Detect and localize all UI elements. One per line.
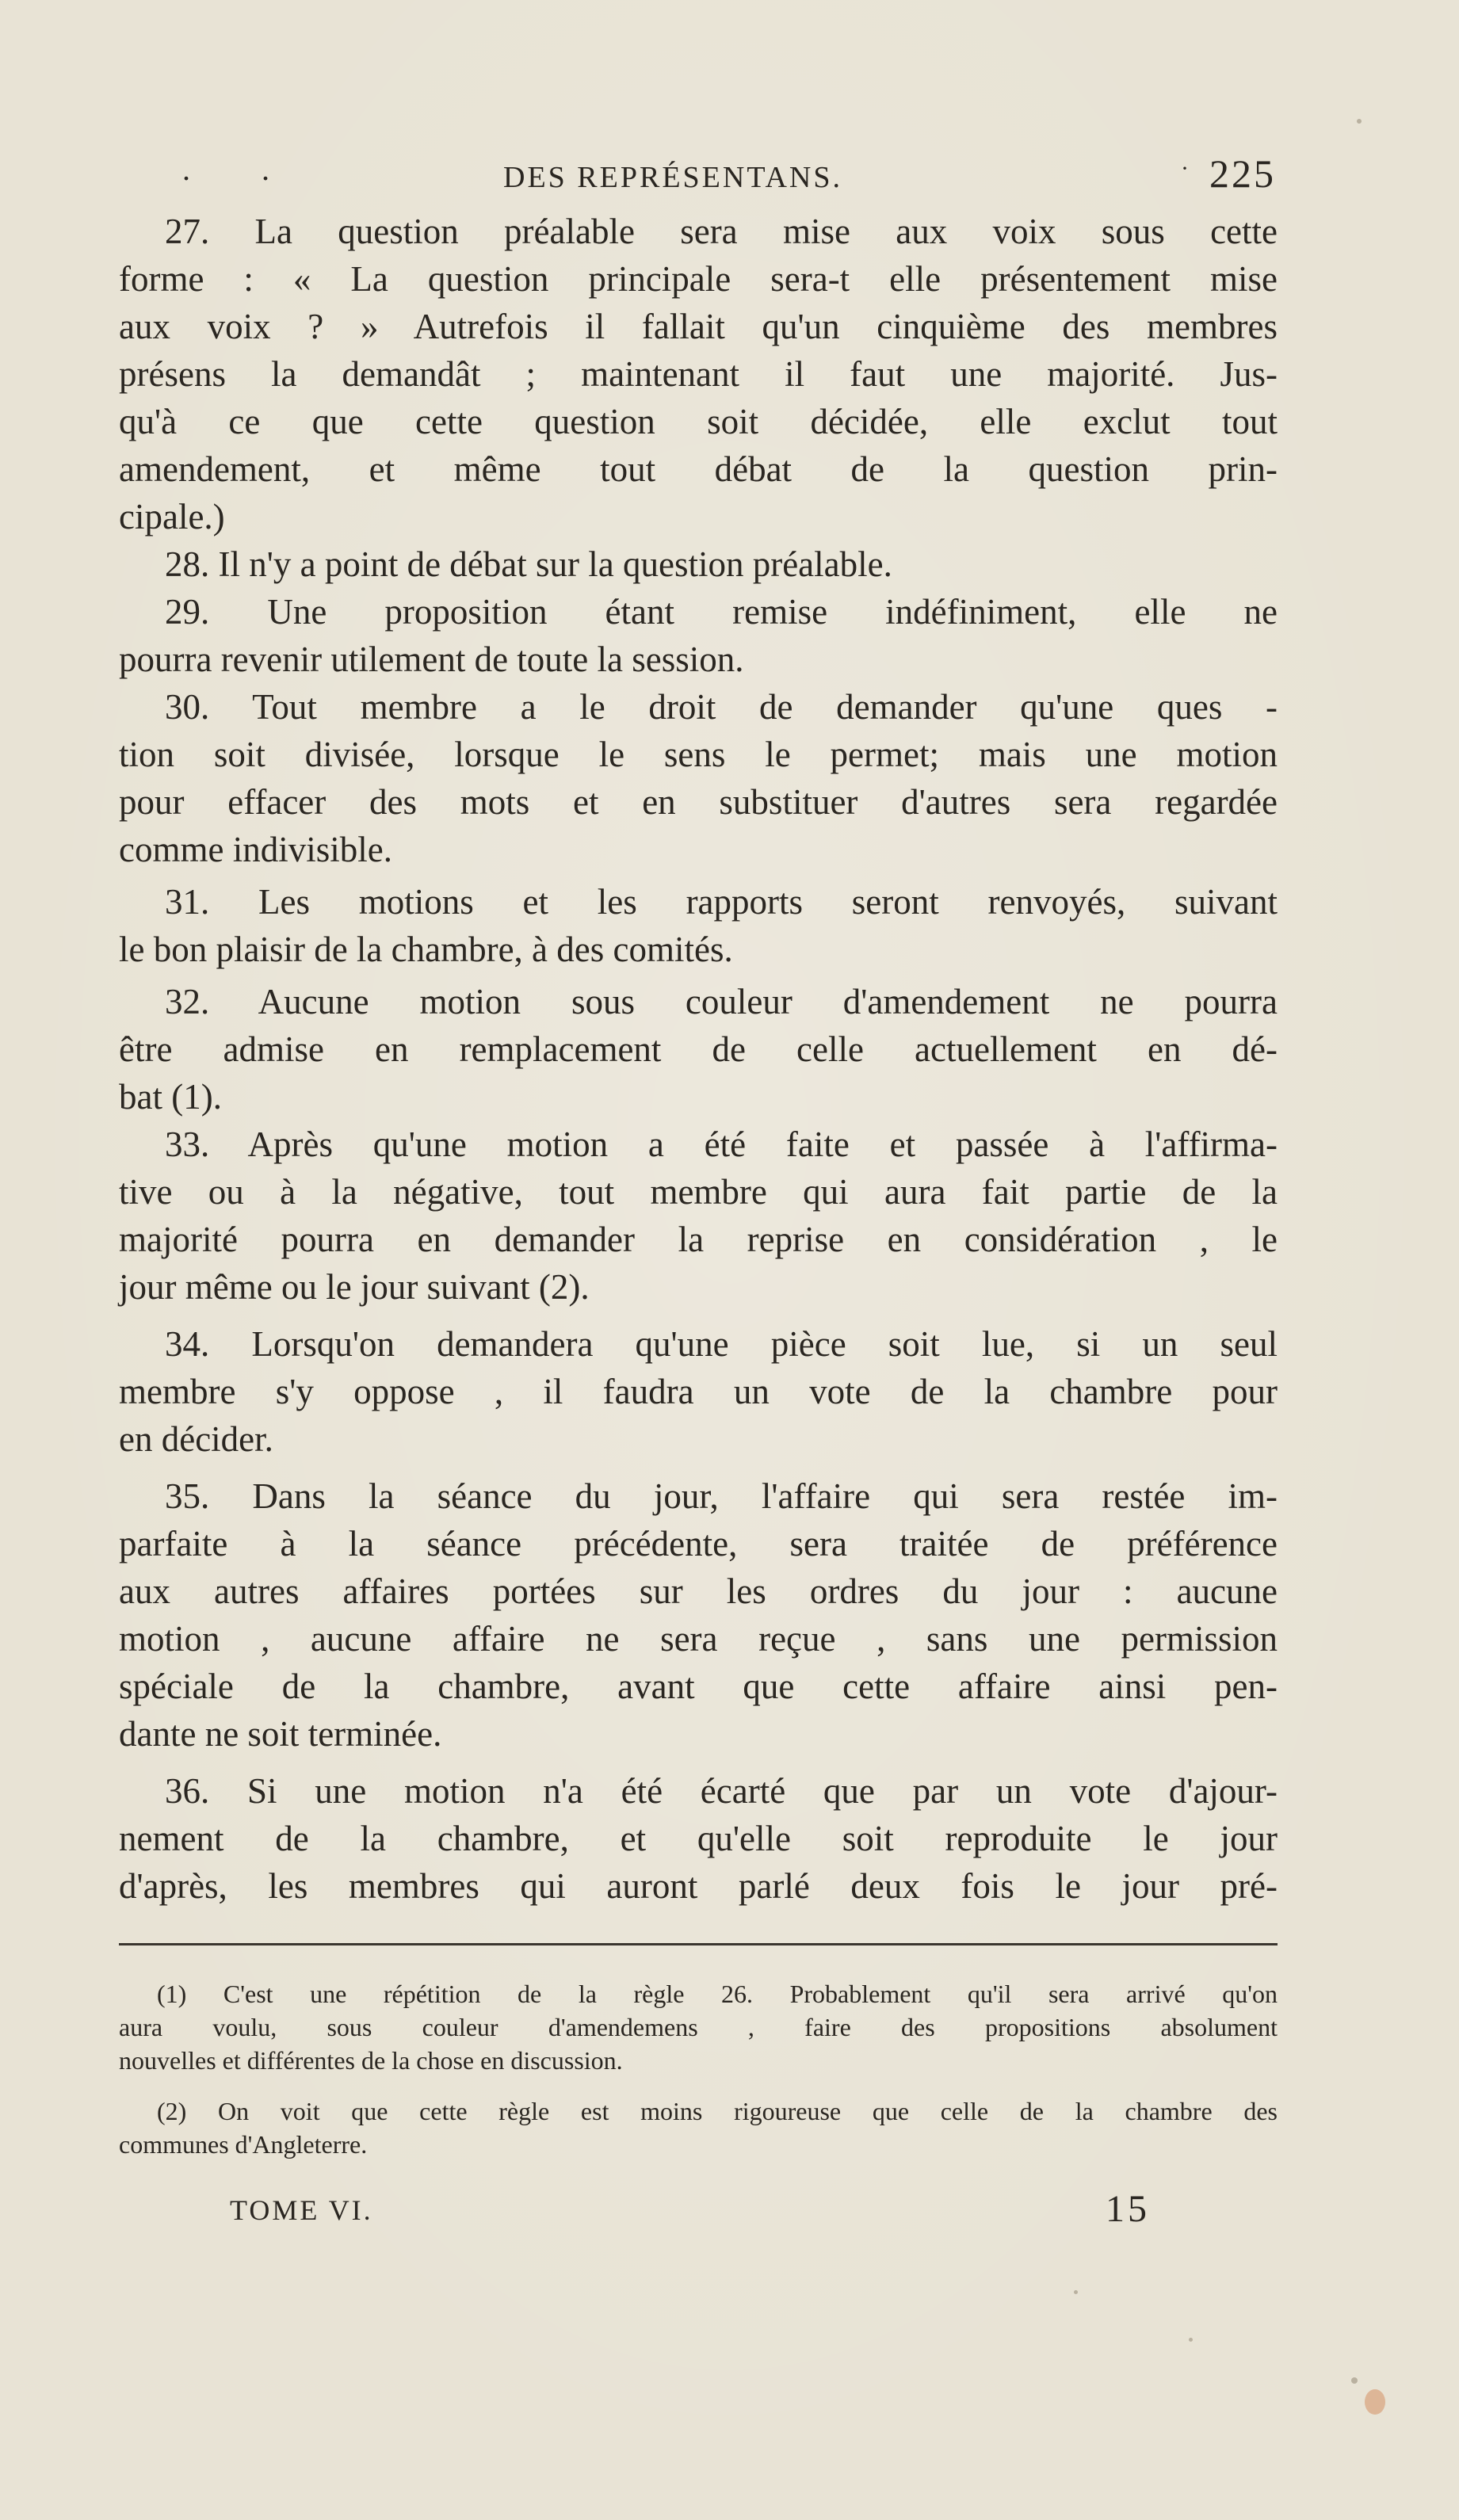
text-line: tion soit divisée, lorsque le sens le permet; mais une motion	[119, 735, 1278, 774]
running-title: DES REPRÉSENTANS.	[503, 161, 843, 194]
footnote-2	[119, 2094, 1278, 2161]
text-line: en décider.	[119, 1419, 273, 1459]
article-29	[119, 588, 1278, 683]
footnote-rule	[119, 1943, 1278, 1945]
article-27	[119, 208, 1278, 540]
article-36	[119, 1767, 1278, 1910]
text-line: 32. Aucune motion sous couleur d'amendement ne pourra	[165, 982, 1278, 1021]
paper-speck	[1365, 2389, 1385, 2415]
text-line: présens la demandât ; maintenant il faut une majorité. Jus-	[119, 354, 1278, 394]
article-34	[119, 1320, 1278, 1463]
text-line: le bon plaisir de la chambre, à des comités.	[119, 930, 733, 969]
text-line: majorité pourra en demander la reprise en considération , le	[119, 1220, 1278, 1259]
text-line: bat (1).	[119, 1077, 222, 1117]
text-line: qu'à ce que cette question soit décidée, elle exclut tout	[119, 402, 1278, 441]
article-35	[119, 1472, 1278, 1758]
text-line: 30. Tout membre a le droit de demander qu'une ques -	[165, 687, 1278, 727]
footnote-line: communes d'Angleterre.	[119, 2130, 368, 2159]
text-line: motion , aucune affaire ne sera reçue , sans une permission	[119, 1619, 1278, 1659]
text-line: aux voix ? » Autrefois il fallait qu'un cinquième des membres	[119, 307, 1278, 346]
footnote-line: (1) C'est une répétition de la règle 26. Probablement qu'il sera arrivé qu'on	[157, 1980, 1278, 2008]
header-ornament: . .	[182, 151, 301, 187]
paper-speck	[1351, 2377, 1358, 2384]
text-line: 33. Après qu'une motion a été faite et passée à l'affirma-	[165, 1124, 1278, 1164]
footnote-1	[119, 1977, 1278, 2077]
main-text	[119, 208, 1278, 1910]
article-30	[119, 683, 1278, 873]
signature-mark: 15	[1106, 2188, 1150, 2230]
footnote-line: (2) On voit que cette règle est moins rigoureuse que celle de la chambre des	[157, 2097, 1278, 2125]
page-number-mark: ·	[1181, 155, 1189, 181]
text-line: aux autres affaires portées sur les ordres du jour : aucune	[119, 1571, 1278, 1611]
text-line: 27. La question préalable sera mise aux voix sous cette	[165, 212, 1278, 251]
article-31	[119, 878, 1278, 973]
text-line: nement de la chambre, et qu'elle soit reproduite le jour	[119, 1819, 1278, 1858]
footnotes	[119, 1977, 1278, 2161]
paper-speck	[1074, 2290, 1078, 2294]
text-line: comme indivisible.	[119, 830, 392, 869]
article-33	[119, 1121, 1278, 1311]
text-line: 29. Une proposition étant remise indéfiniment, elle ne	[165, 592, 1278, 632]
page-header	[119, 151, 1276, 198]
text-line: spéciale de la chambre, avant que cette affaire ainsi pen-	[119, 1667, 1278, 1706]
volume-label: TOME VI.	[230, 2194, 373, 2226]
paper-speck	[1357, 119, 1362, 124]
text-line: forme : « La question principale sera-t elle présentement mise	[119, 259, 1278, 299]
text-line: pourra revenir utilement de toute la session.	[119, 640, 744, 679]
text-line: tive ou à la négative, tout membre qui aura fait partie de la	[119, 1172, 1278, 1212]
page-number: 225	[1209, 151, 1276, 196]
text-line: être admise en remplacement de celle actuellement en dé-	[119, 1029, 1278, 1069]
text-line: cipale.)	[119, 497, 225, 536]
text-line: 35. Dans la séance du jour, l'affaire qui sera restée im-	[165, 1476, 1278, 1516]
text-line: jour même ou le jour suivant (2).	[119, 1267, 590, 1307]
article-32	[119, 978, 1278, 1121]
page-footer	[119, 2187, 1276, 2235]
text-line: membre s'y oppose , il faudra un vote de la chambre pour	[119, 1372, 1278, 1411]
article-28	[119, 540, 1278, 588]
text-line: 36. Si une motion n'a été écarté que par un vote d'ajour-	[165, 1771, 1278, 1811]
text-line: 34. Lorsqu'on demandera qu'une pièce soit lue, si un seul	[165, 1324, 1278, 1364]
text-line: amendement, et même tout débat de la question prin-	[119, 449, 1278, 489]
text-line: d'après, les membres qui auront parlé deux fois le jour pré-	[119, 1866, 1278, 1906]
text-line: 28. Il n'y a point de débat sur la question préalable.	[165, 544, 892, 584]
text-line: pour effacer des mots et en substituer d'autres sera regardée	[119, 782, 1278, 822]
footnote-line: nouvelles et différentes de la chose en discussion.	[119, 2046, 623, 2075]
paper-speck	[1189, 2338, 1193, 2342]
text-line: parfaite à la séance précédente, sera traitée de préférence	[119, 1524, 1278, 1564]
text-line: dante ne soit terminée.	[119, 1714, 442, 1754]
footnote-line: aura voulu, sous couleur d'amendemens , faire des propositions absolument	[119, 2013, 1278, 2041]
text-line: 31. Les motions et les rapports seront renvoyés, suivant	[165, 882, 1278, 922]
